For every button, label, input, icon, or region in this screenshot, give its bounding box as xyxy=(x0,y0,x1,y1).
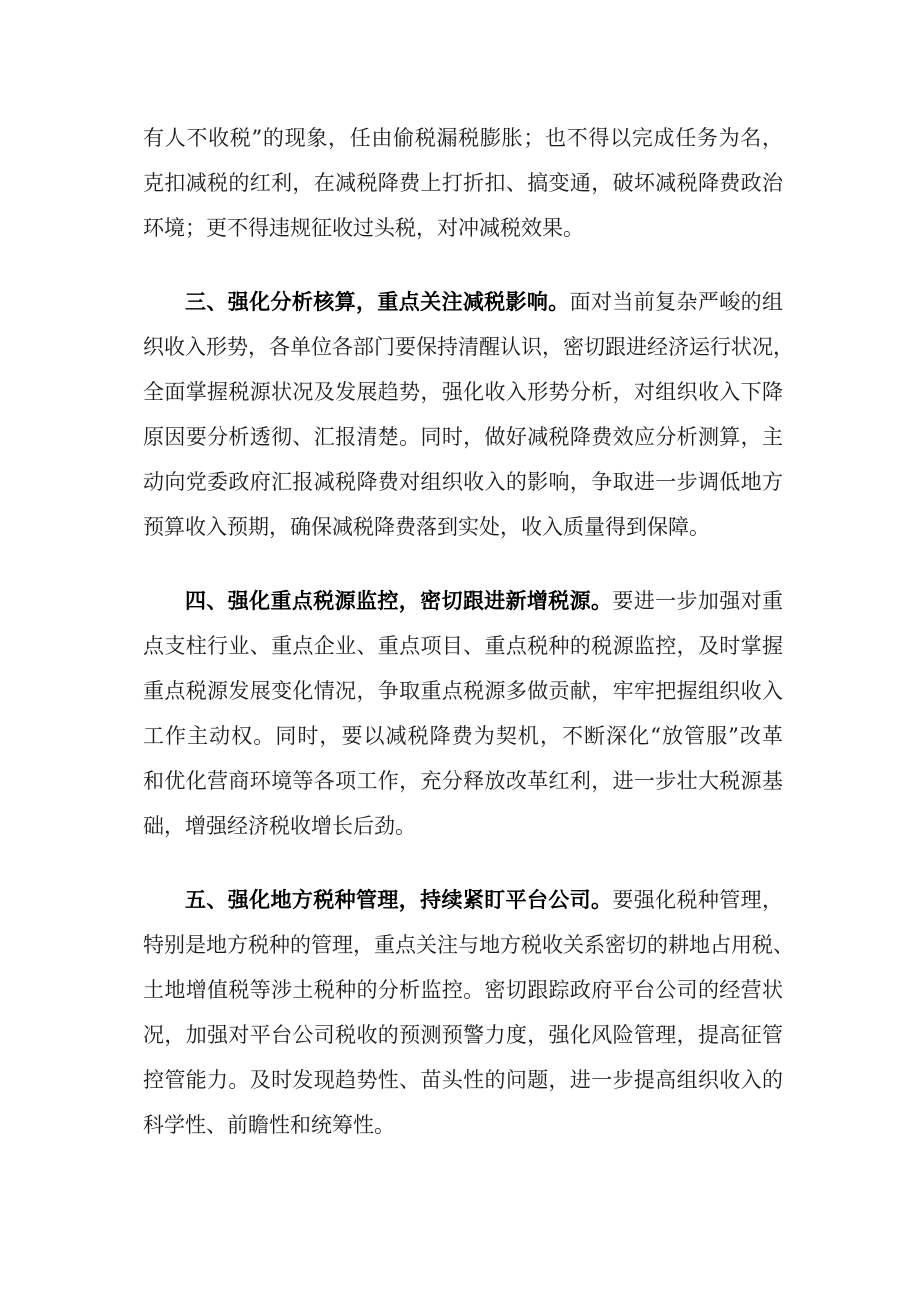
text-line: 有人不收税”的现象，任由偷税漏税膨胀；也不得以完成任务为名， xyxy=(143,126,783,150)
text-line: 动向党委政府汇报减税降费对组织收入的影响，争取进一步调低地方 xyxy=(143,470,783,494)
text-run: 要进一步加强对重 xyxy=(612,589,783,613)
text-line: 预算收入预期，确保减税降费落到实处，收入质量得到保障。 xyxy=(143,515,710,539)
text-line: 况，加强对平台公司税收的预测预警力度，强化风险管理，提高征管 xyxy=(143,1023,783,1047)
document-body xyxy=(143,116,794,1148)
text-line: 础，增强经济税收增长后劲。 xyxy=(143,814,416,838)
text-line: 土地增值税等涉土税种的分析监控。密切跟踪政府平台公司的经营状 xyxy=(143,978,783,1002)
text-line: 科学性、前瞻性和统筹性。 xyxy=(143,1113,395,1137)
paragraph-continuation xyxy=(143,116,783,251)
text-line: 点支柱行业、重点企业、重点项目、重点税种的税源监控，及时掌握 xyxy=(143,634,783,658)
text-line: 控管能力。及时发现趋势性、苗头性的问题，进一步提高组织收入的 xyxy=(143,1068,783,1092)
paragraph-section-3 xyxy=(143,280,794,550)
section-heading: 四、强化重点税源监控，密切跟进新增税源。 xyxy=(185,589,613,613)
text-line: 全面掌握税源状况及发展趋势，强化收入形势分析，对组织收入下降 xyxy=(143,380,783,404)
text-line xyxy=(143,878,783,923)
section-heading: 五、强化地方税种管理，持续紧盯平台公司。 xyxy=(185,888,613,912)
paragraph-section-4 xyxy=(143,579,783,849)
section-heading: 三、强化分析核算，重点关注减税影响。 xyxy=(185,290,570,314)
text-line xyxy=(143,579,783,624)
text-line: 和优化营商环境等各项工作，充分释放改革红利，进一步壮大税源基 xyxy=(143,769,783,793)
text-line: 克扣减税的红利，在减税降费上打折扣、搞变通，破坏减税降费政治 xyxy=(143,171,783,195)
text-line: 原因要分析透彻、汇报清楚。同时，做好减税降费效应分析测算，主 xyxy=(143,425,783,449)
text-line: 工作主动权。同时，要以减税降费为契机，不断深化“放管服”改革 xyxy=(143,724,783,748)
text-run: 面对当前复杂严峻的组 xyxy=(569,290,784,314)
text-line: 织收入形势，各单位各部门要保持清醒认识，密切跟进经济运行状况， xyxy=(143,335,794,359)
text-line: 特别是地方税种的管理，重点关注与地方税收关系密切的耕地占用税、 xyxy=(143,933,794,957)
text-run: 要强化税种管理， xyxy=(612,888,783,912)
text-line xyxy=(143,280,783,325)
paragraph-section-5 xyxy=(143,878,794,1148)
text-line: 环境；更不得违规征收过头税，对冲减税效果。 xyxy=(143,216,584,240)
text-line: 重点税源发展变化情况，争取重点税源多做贡献，牢牢把握组织收入 xyxy=(143,679,783,703)
